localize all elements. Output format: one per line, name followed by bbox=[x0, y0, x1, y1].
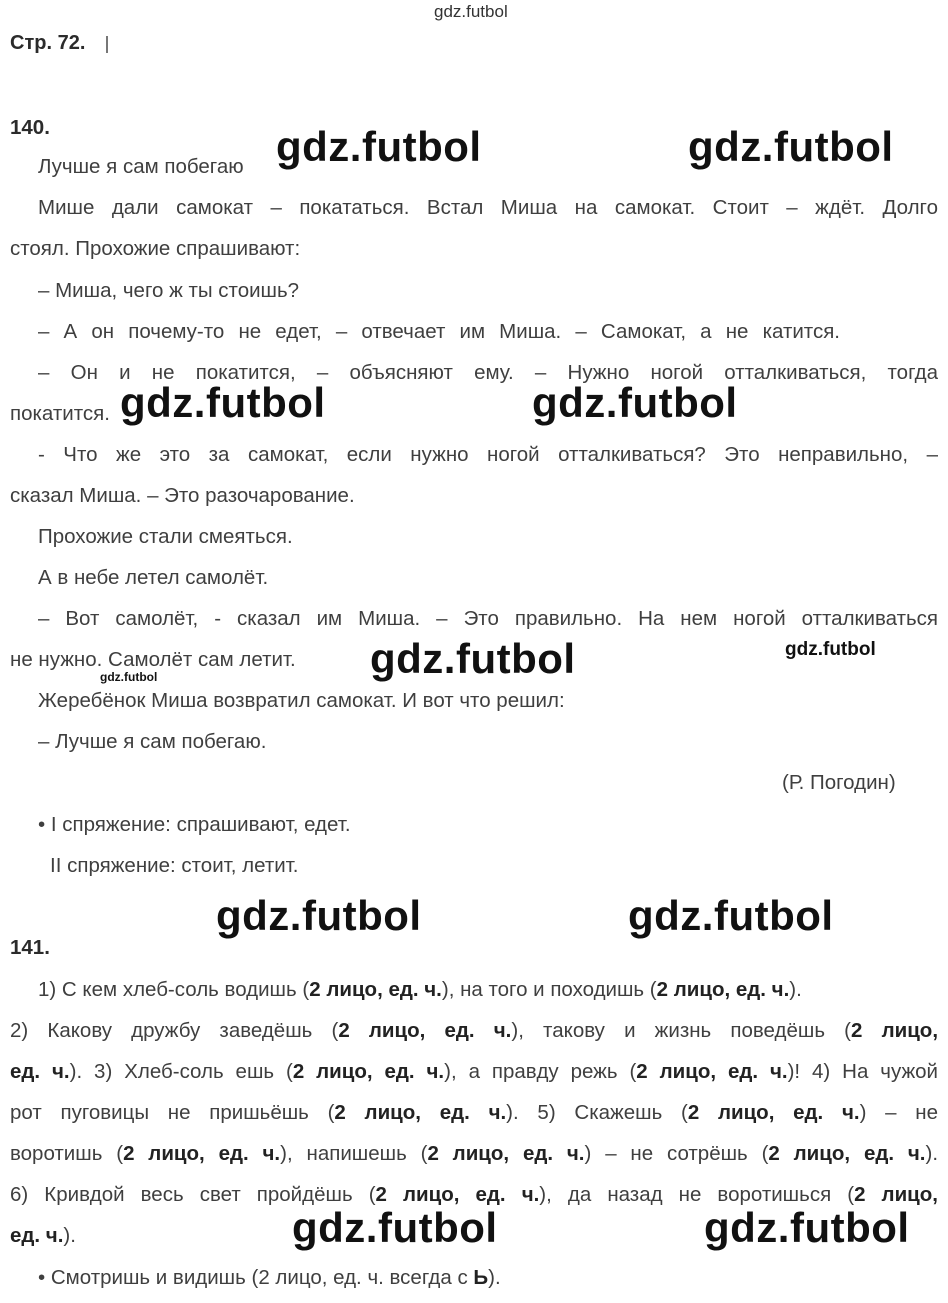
exercise-140-number: 140. bbox=[10, 116, 50, 139]
watermark: gdz.futbol bbox=[370, 635, 576, 682]
watermark: gdz.futbol bbox=[276, 123, 482, 170]
proverb-6-end: ). bbox=[63, 1224, 76, 1247]
proverb-line-2: 2) Какову дружбу заведёшь (2 лицо, ед. ч.), такову и жизнь поведёшь (2 лицо, bbox=[10, 1019, 939, 1042]
watermark: gdz.futbol bbox=[532, 379, 738, 426]
proverb-6-text-b: , да назад не воротишься bbox=[546, 1183, 832, 1206]
conjugation-1: • I спряжение: спрашивают, едет. bbox=[38, 813, 351, 836]
grammar-tag: 2 лицо, ед. ч. bbox=[292, 1060, 445, 1083]
paragraph-2: Прохожие стали смеяться. bbox=[38, 525, 293, 548]
dialogue-5-line-2: не нужно. Самолёт сам летит. bbox=[10, 648, 296, 671]
proverb-line-4: рот пуговицы не пришьёшь (2 лицо, ед. ч.). 5) Скажешь (2 лицо, ед. ч.) – не bbox=[10, 1101, 938, 1124]
grammar-tag: 2 лицо, ед. ч. bbox=[375, 1183, 540, 1206]
paragraph-1-line-1: Мише дали самокат – покататься. Встал Миша на самокат. Стоит – ждёт. Долго bbox=[38, 196, 938, 219]
proverb-line-6: 6) Кривдой весь свет пройдёшь (2 лицо, ед. ч.), да назад не воротишься (2 лицо, bbox=[10, 1183, 938, 1206]
proverb-2-text-b: , такову и жизнь поведёшь bbox=[518, 1019, 826, 1042]
grammar-tag-start: 2 лицо, bbox=[854, 1183, 938, 1206]
dialogue-3-line-2: покатится. bbox=[10, 402, 110, 425]
proverb-line-1: 1) С кем хлеб-соль водишь (2 лицо, ед. ч.), на того и походишь (2 лицо, ед. ч.). bbox=[38, 978, 802, 1001]
page-header: Стр. 72. bbox=[10, 32, 86, 54]
proverb-2-text: 2) Какову дружбу заведёшь bbox=[10, 1019, 313, 1042]
grammar-tag: 2 лицо, ед. ч. bbox=[334, 1101, 507, 1124]
proverb-5-text: . 5) Скажешь bbox=[513, 1101, 663, 1124]
grammar-tag: 2 лицо, ед. ч. bbox=[768, 1142, 926, 1165]
watermark: gdz.futbol bbox=[120, 379, 326, 426]
grammar-tag: 2 лицо, ед. ч. bbox=[656, 978, 790, 1001]
proverb-1-text-b: , на того и походишь bbox=[448, 978, 645, 1001]
watermark-tiny: gdz.futbol bbox=[100, 670, 158, 684]
proverb-3-text-b: , а правду режь bbox=[450, 1060, 618, 1083]
dialogue-3-line-1: – Он и не покатится, – объясняют ему. – Нужно ногой отталкиваться, тогда bbox=[38, 361, 938, 384]
story-title: Лучше я сам побегаю bbox=[38, 155, 244, 178]
watermark: gdz.futbol bbox=[216, 892, 422, 939]
proverb-4-text: рот пуговицы не пришьёшь bbox=[10, 1101, 309, 1124]
grammar-tag-end: ед. ч. bbox=[10, 1224, 64, 1247]
proverb-line-7 bbox=[10, 1223, 76, 1249]
proverb-5-text-e: – не сотрёшь bbox=[605, 1142, 748, 1165]
conjugation-2: II спряжение: стоит, летит. bbox=[50, 854, 299, 877]
proverb-line-3: ед. ч.). 3) Хлеб-соль ешь (2 лицо, ед. ч.), а правду режь (2 лицо, ед. ч.)! 4) На чужой bbox=[10, 1060, 939, 1083]
watermark: gdz.futbol bbox=[688, 123, 894, 170]
grammar-tag: 2 лицо, ед. ч. bbox=[687, 1101, 860, 1124]
rule-note bbox=[38, 1265, 501, 1291]
proverb-1-text: 1) С кем хлеб-соль водишь bbox=[38, 978, 297, 1001]
dialogue-5-line-1: – Вот самолёт, - сказал им Миша. – Это правильно. На нем ногой отталкиваться bbox=[38, 607, 938, 630]
paragraph-3: А в небе летел самолёт. bbox=[38, 566, 269, 589]
proverb-5-text-b: – не bbox=[885, 1101, 938, 1124]
watermark-small: gdz.futbol bbox=[785, 639, 876, 660]
watermark: gdz.futbol bbox=[704, 1204, 910, 1251]
watermark: gdz.futbol bbox=[628, 892, 834, 939]
cursor-bar bbox=[106, 36, 108, 53]
proverb-line-5: воротишь (2 лицо, ед. ч.), напишешь (2 лицо, ед. ч.) – не сотрёшь (2 лицо, ед. ч.). bbox=[10, 1142, 939, 1165]
grammar-tag-start: 2 лицо, bbox=[851, 1019, 939, 1042]
rule-text: • Смотришь и видишь (2 лицо, ед. ч. всегда с bbox=[38, 1266, 474, 1289]
grammar-tag-end: ед. ч. bbox=[10, 1060, 70, 1083]
dialogue-1: – Миша, чего ж ты стоишь? bbox=[38, 279, 300, 302]
grammar-tag: 2 лицо, ед. ч. bbox=[427, 1142, 585, 1165]
proverb-4-start: ! 4) На чужой bbox=[794, 1060, 939, 1083]
proverb-5-text-c: воротишь bbox=[10, 1142, 103, 1165]
dialogue-2: – А он почему-то не едет, – отвечает им Миша. – Самокат, а не катится. bbox=[38, 320, 840, 343]
paragraph-1-line-2: стоял. Прохожие спрашивают: bbox=[10, 237, 301, 260]
proverb-6-text: 6) Кривдой весь свет пройдёшь bbox=[10, 1183, 353, 1206]
rule-end: ). bbox=[488, 1266, 501, 1289]
proverb-5-text-d: , напишешь bbox=[286, 1142, 407, 1165]
grammar-tag: 2 лицо, ед. ч. bbox=[309, 978, 442, 1001]
dialogue-4-line-1: - Что же это за самокат, если нужно ногой отталкиваться? Это неправильно, – bbox=[38, 443, 938, 466]
grammar-tag: 2 лицо, ед. ч. bbox=[636, 1060, 788, 1083]
author: (Р. Погодин) bbox=[782, 771, 896, 794]
exercise-141-number: 141. bbox=[10, 936, 50, 959]
rule-letter: Ь bbox=[473, 1266, 489, 1289]
grammar-tag: 2 лицо, ед. ч. bbox=[123, 1142, 281, 1165]
proverb-3-text: ). 3) Хлеб-соль ешь bbox=[69, 1060, 275, 1083]
watermark-top: gdz.futbol bbox=[434, 2, 508, 21]
paragraph-4: Жеребёнок Миша возвратил самокат. И вот что решил: bbox=[38, 689, 565, 712]
dialogue-4-line-2: сказал Миша. – Это разочарование. bbox=[10, 484, 355, 507]
watermark: gdz.futbol bbox=[292, 1204, 498, 1251]
dialogue-6: – Лучше я сам побегаю. bbox=[38, 730, 267, 753]
grammar-tag: 2 лицо, ед. ч. bbox=[338, 1019, 512, 1042]
